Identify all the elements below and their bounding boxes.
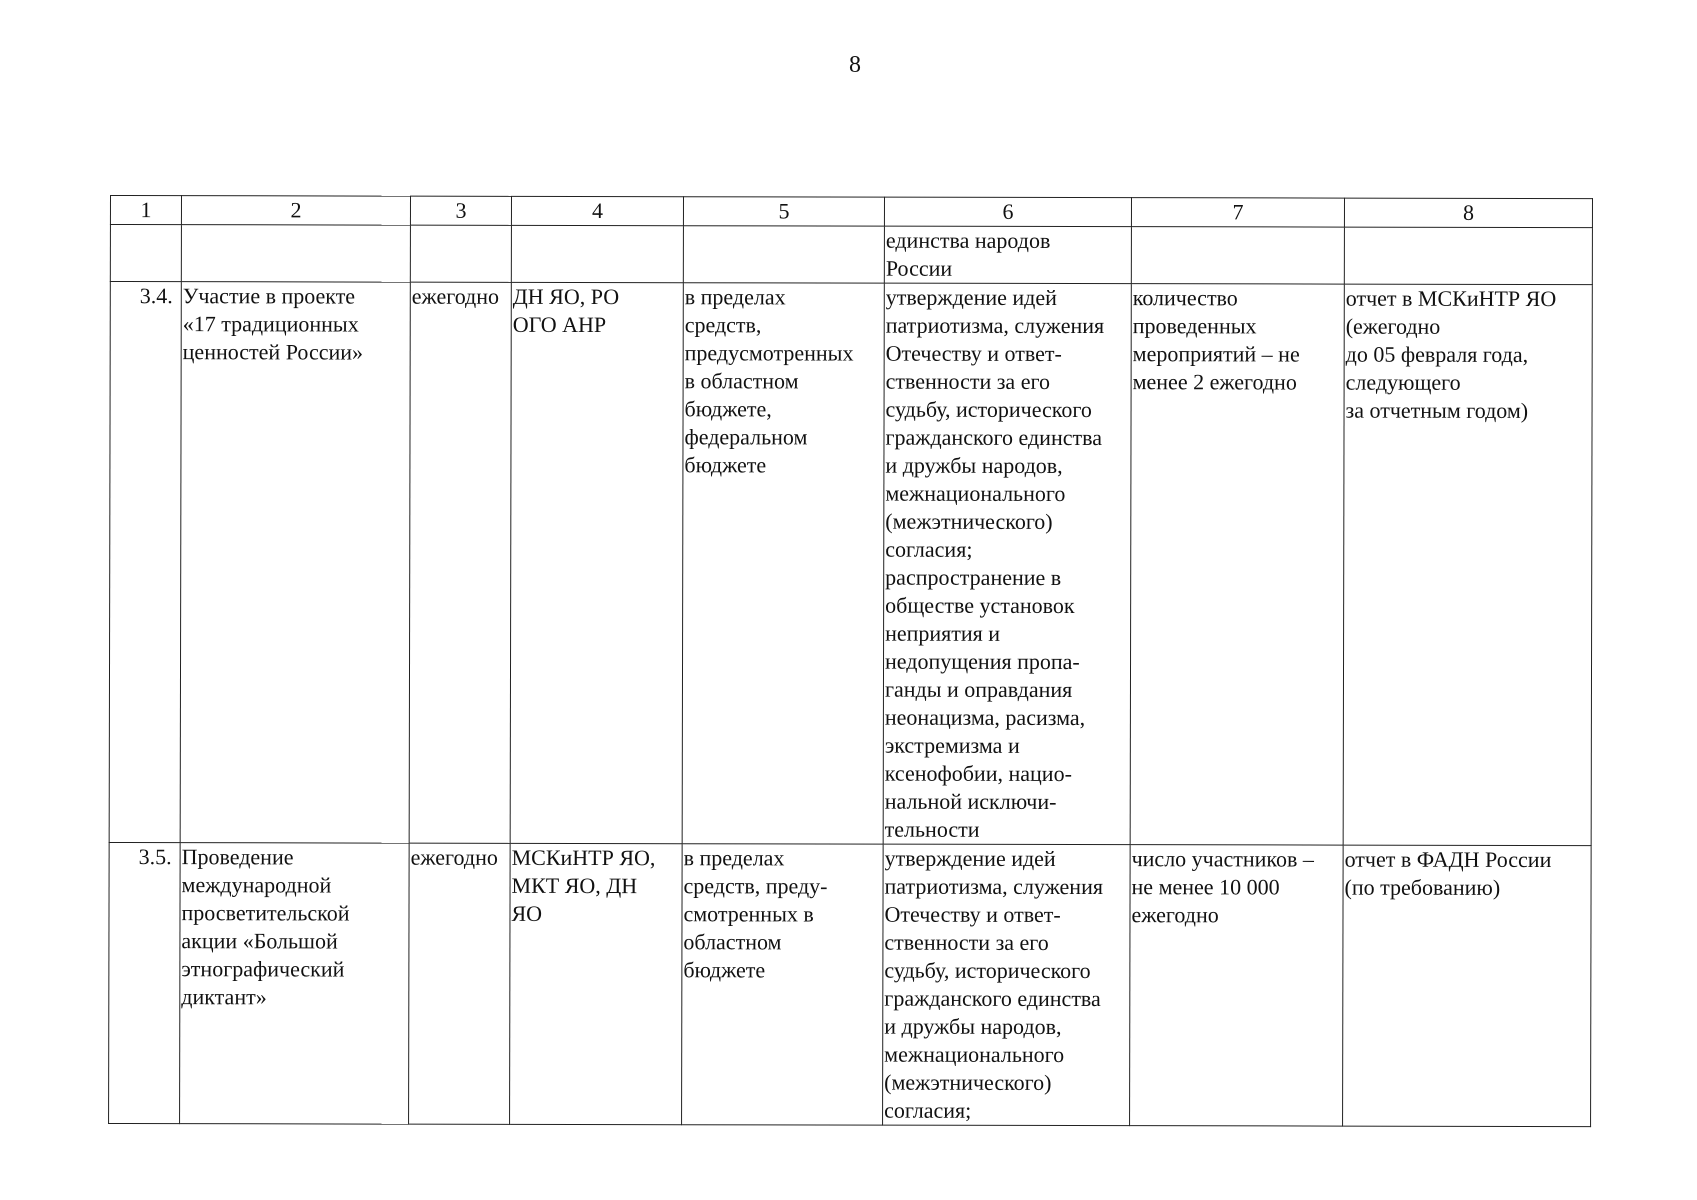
cell-indicator: число участников – не менее 10 000 ежегодно xyxy=(1130,845,1344,1126)
header-col-1: 1 xyxy=(110,196,181,225)
table-row xyxy=(109,842,1592,1126)
header-col-5: 5 xyxy=(683,197,884,226)
cell-empty xyxy=(511,225,683,282)
cell-empty xyxy=(1344,227,1592,285)
table-header-row xyxy=(110,196,1592,228)
cell-report: отчет в МСКиНТР ЯО (ежегодно до 05 февраля года, следующего за отчетным годом) xyxy=(1343,284,1592,846)
cell-period: ежегодно xyxy=(409,282,511,843)
cell-goal: утверждение идей патриотизма, служения Отечеству и ответ- ственности за его судьбу, исторического гражданского единства и дружбы народов, межнационального (межэтнического) согласия; xyxy=(883,844,1131,1126)
cell-event-name: Участие в проекте «17 традиционных ценностей России» xyxy=(180,282,410,843)
header-col-4: 4 xyxy=(511,196,683,225)
cell-empty xyxy=(683,226,884,283)
cell-empty xyxy=(1131,227,1344,284)
header-col-8: 8 xyxy=(1344,198,1592,228)
plan-table xyxy=(108,195,1593,1127)
cell-executors: МСКиНТР ЯО, МКТ ЯО, ДН ЯО xyxy=(510,843,683,1124)
cell-empty xyxy=(181,225,410,282)
cell-item-number: 3.4. xyxy=(109,282,181,843)
page-number: 8 xyxy=(849,52,861,78)
cell-empty xyxy=(410,225,511,282)
cell-executors: ДН ЯО, РО ОГО АНР xyxy=(510,282,683,843)
cell-event-name: Проведение международной просветительской акции «Большой этнографический диктант» xyxy=(180,843,410,1124)
cell-item-number: 3.5. xyxy=(109,842,181,1123)
cell-goal-continued: единства народов России xyxy=(884,226,1131,284)
cell-goal: утверждение идей патриотизма, служения Отечеству и ответ- ственности за его судьбу, исторического гражданского единства и дружбы народов, межнационального (межэтнического) согласия; распространение в обществе установок неприятия и недопущения пропа- ганды и оправдания неонацизма, расизма, экстремизма и ксенофобии, нацио- нальной исключи- тельности xyxy=(883,283,1131,845)
header-col-2: 2 xyxy=(181,196,410,225)
header-col-6: 6 xyxy=(884,197,1131,227)
cell-indicator: количество проведенных мероприятий – не менее 2 ежегодно xyxy=(1130,284,1344,845)
cell-empty xyxy=(110,225,181,282)
table-row xyxy=(109,282,1592,846)
cell-report: отчет в ФАДН России (по требованию) xyxy=(1343,845,1592,1127)
cell-period: ежегодно xyxy=(409,843,511,1124)
cell-funding: в пределах средств, предусмотренных в областном бюджете, федеральном бюджете xyxy=(682,283,884,844)
cell-funding: в пределах средств, преду- смотренных в областном бюджете xyxy=(682,844,884,1125)
table-row-continuation xyxy=(110,225,1592,285)
header-col-3: 3 xyxy=(410,196,511,225)
header-col-7: 7 xyxy=(1131,198,1344,227)
